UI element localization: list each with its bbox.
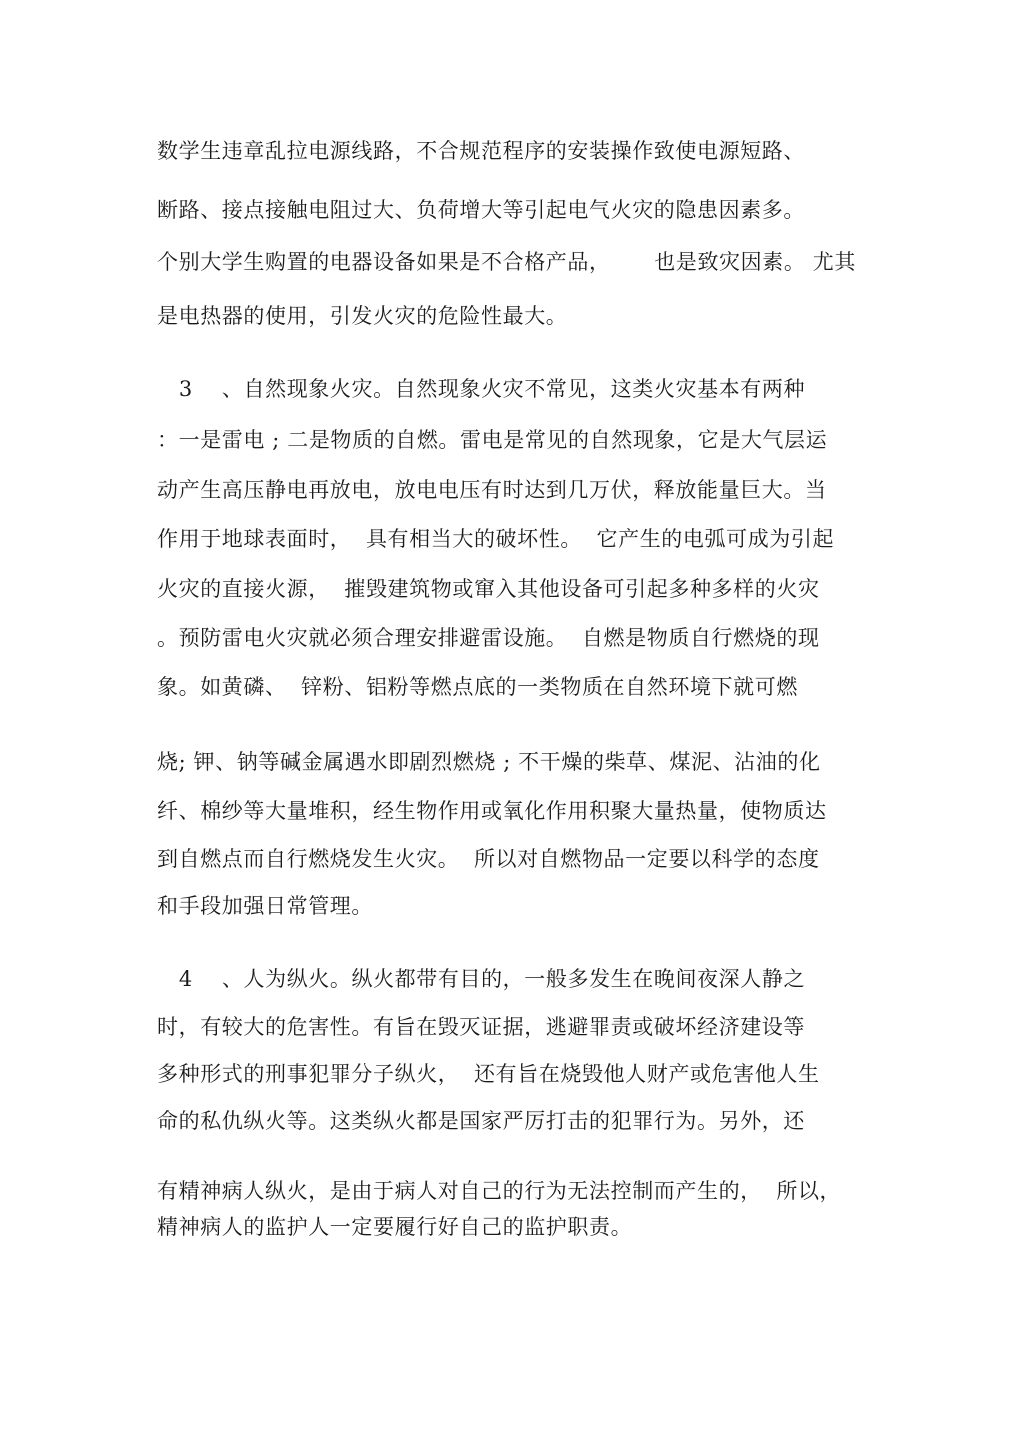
text-line: 动产生高压静电再放电，放电电压有时达到几万伏，释放能量巨大。当 bbox=[157, 478, 827, 502]
text-line: 精神病人的监护人一定要履行好自己的监护职责。 bbox=[157, 1215, 633, 1239]
text-line: 烧; 钾、钠等碱金属遇水即剧烈燃烧 ; 不干燥的柴草、煤泥、沾油的化 bbox=[157, 750, 821, 774]
text-line: 命的私仇纵火等。这类纵火都是国家严厉打击的犯罪行为。另外，还 bbox=[157, 1109, 805, 1133]
text-line: 个别大学生购置的电器设备如果是不合格产品， 也是致灾因素。 尤其 bbox=[157, 250, 856, 274]
text-line: 象。如黄磷、 锌粉、铝粉等燃点底的一类物质在自然环境下就可燃 bbox=[157, 675, 798, 699]
text-line: 火灾的直接火源， 摧毁建筑物或窜入其他设备可引起多种多样的火灾 bbox=[157, 577, 820, 601]
text-line: 数学生违章乱拉电源线路，不合规范程序的安装操作致使电源短路、 bbox=[157, 139, 805, 163]
text-line: 4 、人为纵火。纵火都带有目的，一般多发生在晚间夜深人静之 bbox=[157, 967, 806, 991]
text-line: ：一是雷电 ; 二是物质的自燃。雷电是常见的自然现象，它是大气层运 bbox=[157, 428, 828, 452]
text-line: 作用于地球表面时， 具有相当大的破坏性。 它产生的电弧可成为引起 bbox=[157, 527, 835, 551]
text-line: 是电热器的使用，引发火灾的危险性最大。 bbox=[157, 304, 568, 328]
text-line: 纤、棉纱等大量堆积，经生物作用或氧化作用积聚大量热量，使物质达 bbox=[157, 799, 827, 823]
text-line: 断路、接点接触电阻过大、负荷增大等引起电气火灾的隐患因素多。 bbox=[157, 198, 805, 222]
text-line: 3 、自然现象火灾。自然现象火灾不常见，这类火灾基本有两种 bbox=[157, 377, 806, 401]
text-line: 。预防雷电火灾就必须合理安排避雷设施。 自燃是物质自行燃烧的现 bbox=[157, 626, 820, 650]
text-line: 和手段加强日常管理。 bbox=[157, 894, 373, 918]
text-line: 多种形式的刑事犯罪分子纵火， 还有旨在烧毁他人财产或危害他人生 bbox=[157, 1062, 820, 1086]
text-line: 到自燃点而自行燃烧发生火灾。 所以对自燃物品一定要以科学的态度 bbox=[157, 847, 820, 871]
text-line: 时，有较大的危害性。有旨在毁灭证据，逃避罪责或破坏经济建设等 bbox=[157, 1015, 805, 1039]
text-line: 有精神病人纵火，是由于病人对自己的行为无法控制而产生的， 所以， bbox=[157, 1179, 842, 1203]
